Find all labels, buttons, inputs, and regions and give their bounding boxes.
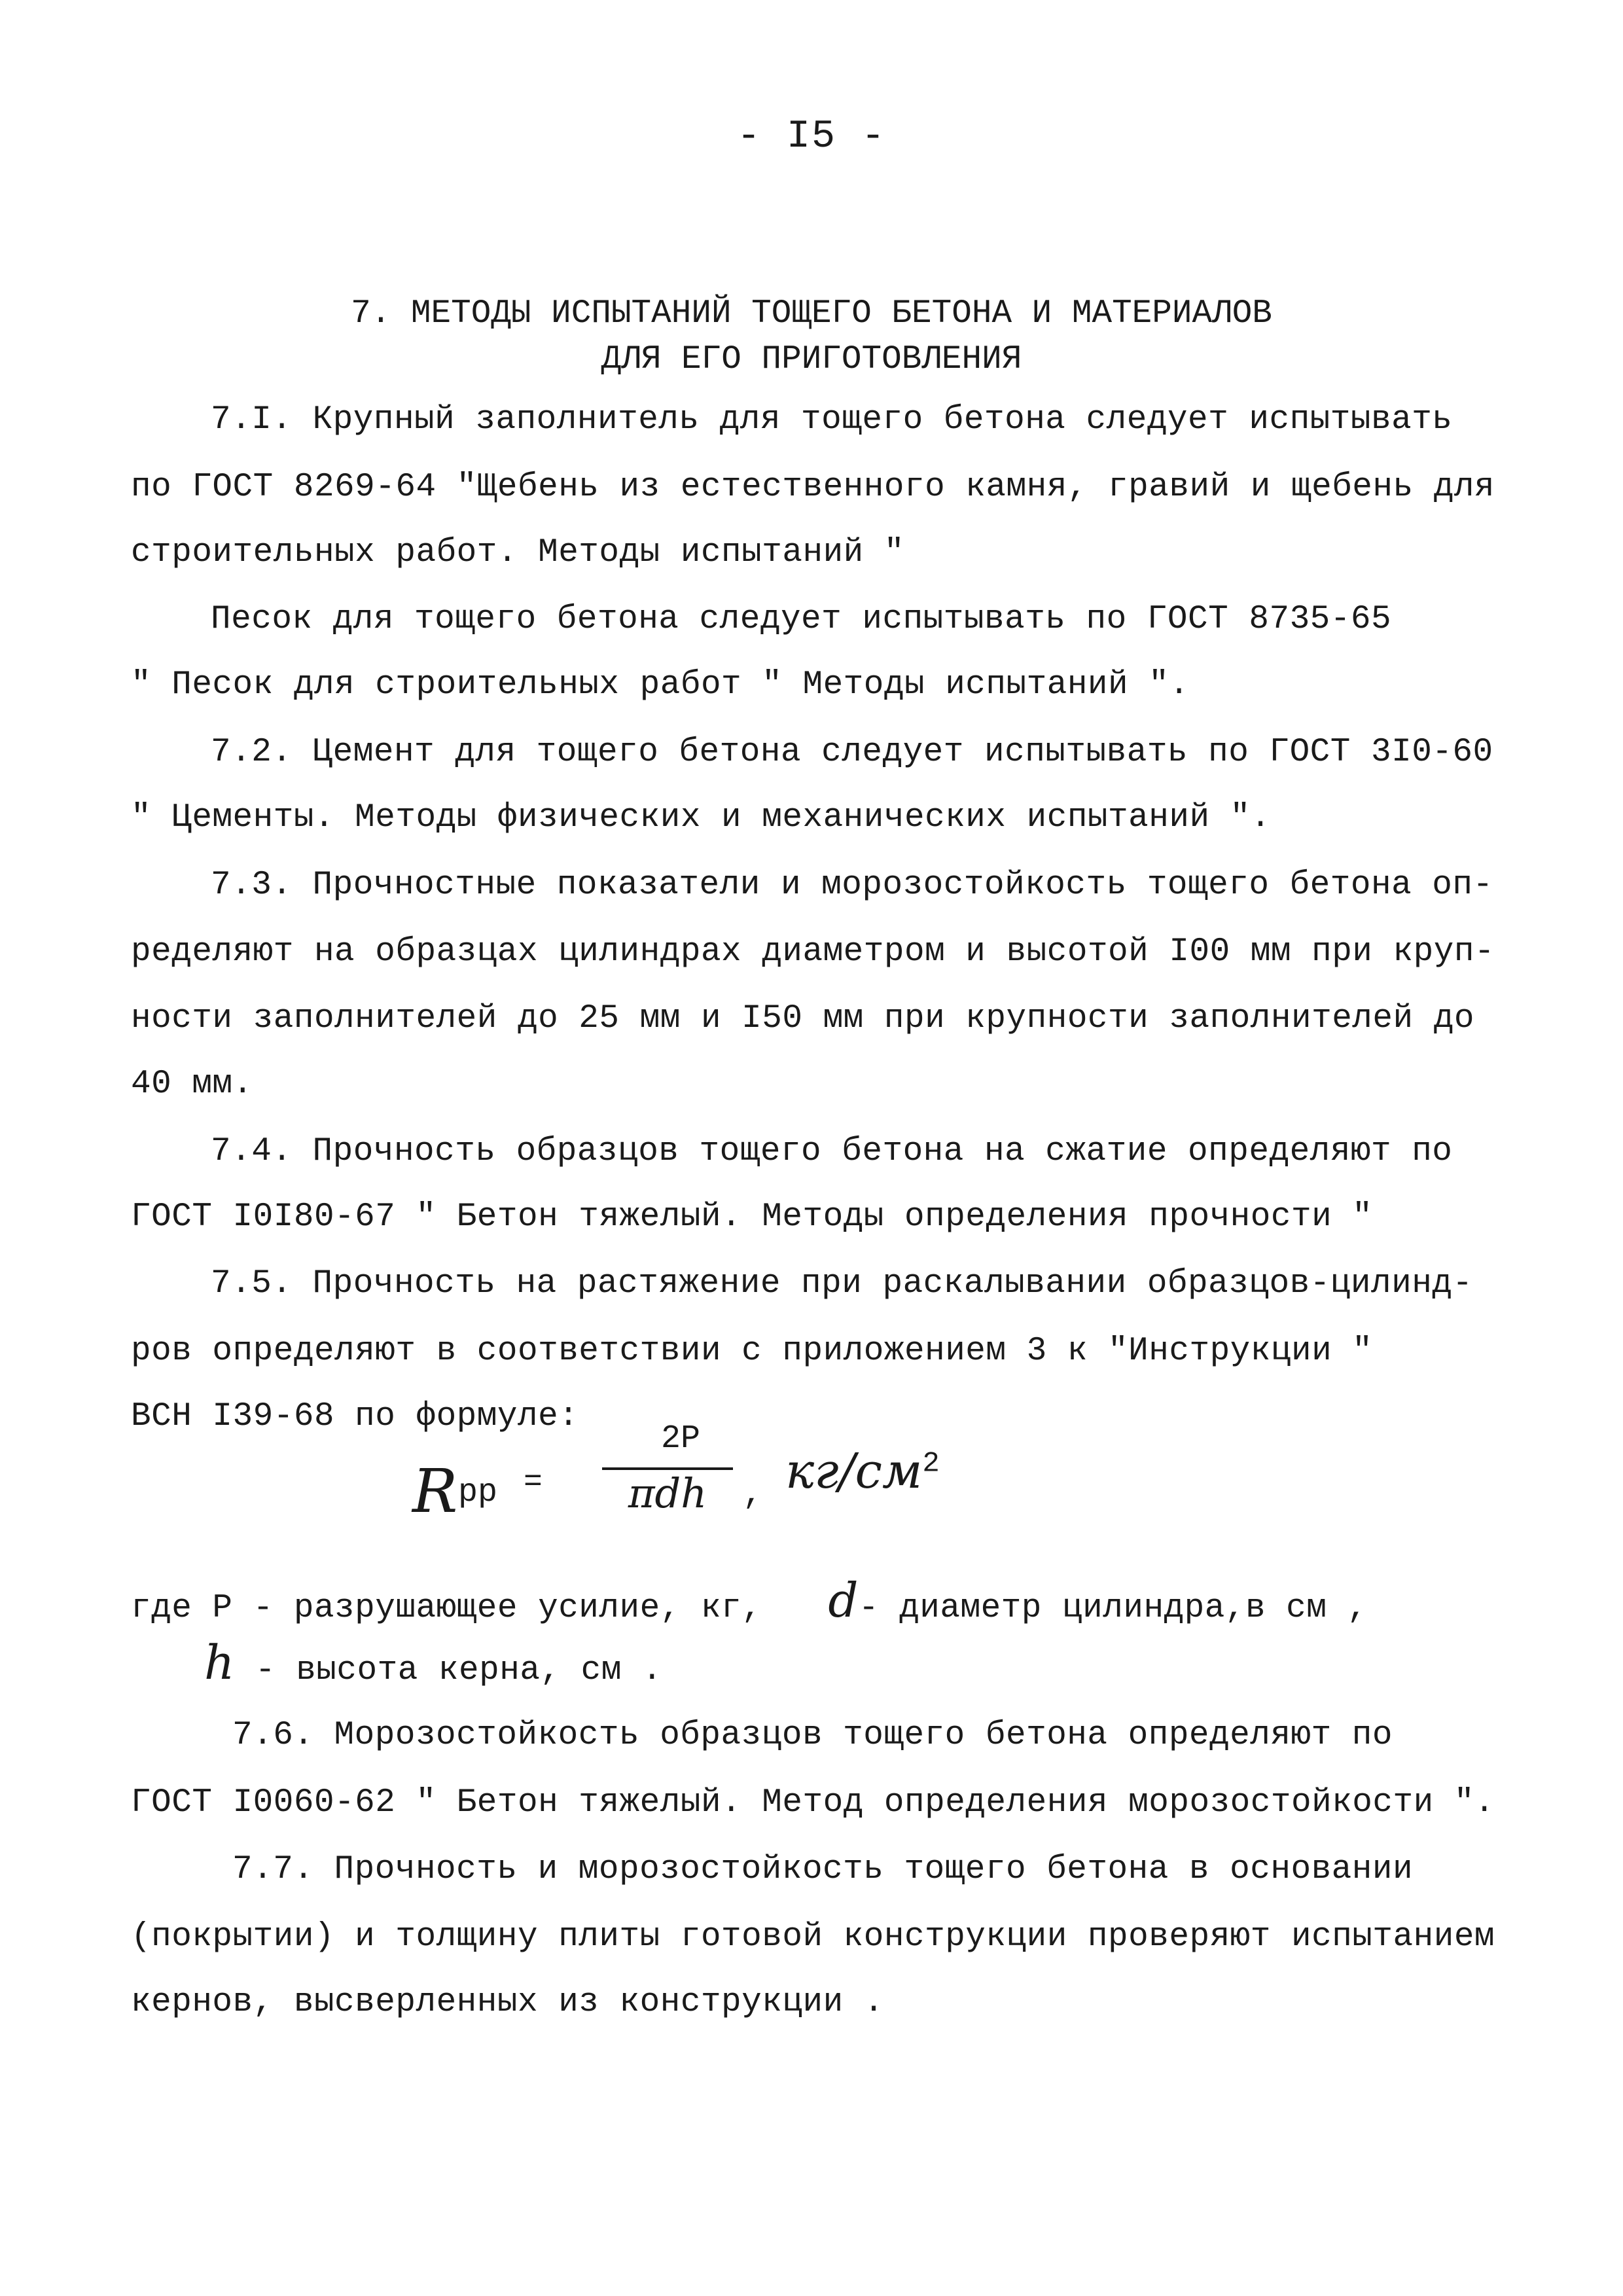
p72-line1: 7.2. Цемент для тощего бетона следует испытывать по ГОСТ 3I0-60 bbox=[211, 734, 1493, 771]
formula-equals: = bbox=[524, 1465, 543, 1500]
section-title-line1: 7. МЕТОДЫ ИСПЫТАНИЙ ТОЩЕГО БЕТОНА И МАТЕРИАЛОВ bbox=[351, 295, 1272, 332]
p76-line2: ГОСТ I0060-62 " Бетон тяжелый. Метод определения морозостойкости ". bbox=[131, 1784, 1495, 1821]
formula-unit bbox=[785, 1443, 940, 1499]
p71-line3: строительных работ. Методы испытаний " bbox=[131, 534, 904, 571]
where-line2 bbox=[204, 1635, 663, 1691]
where-line1-b: - диаметр цилиндра,в см , bbox=[858, 1590, 1368, 1627]
formula-unit-power: 2 bbox=[922, 1447, 940, 1480]
where-line1-a: где P - разрушающее усилие, кг, bbox=[131, 1590, 762, 1627]
p75-line2: ров определяют в соответствии с приложением 3 к "Инструкции " bbox=[131, 1333, 1373, 1370]
p75-line1: 7.5. Прочность на растяжение при раскалывании образцов-цилинд- bbox=[211, 1265, 1473, 1302]
p77-line2: (покрытии) и толщину плиты готовой конструкции проверяют испытанием bbox=[131, 1918, 1495, 1956]
formula-denominator: πdh bbox=[628, 1469, 707, 1517]
where-d-symbol: d bbox=[828, 1573, 859, 1628]
formula-lhs-symbol: R bbox=[412, 1456, 458, 1526]
page-number: - I5 - bbox=[736, 115, 887, 159]
splitting-strength-formula bbox=[406, 1420, 995, 1532]
section-title-line2: ДЛЯ ЕГО ПРИГОТОВЛЕНИЯ bbox=[601, 341, 1022, 378]
formula-lhs-subscript: рр bbox=[458, 1474, 498, 1511]
where-h-symbol: h bbox=[204, 1635, 235, 1690]
p74-line2: ГОСТ I0I80-67 " Бетон тяжелый. Методы определения прочности " bbox=[131, 1198, 1373, 1236]
p77-line1: 7.7. Прочность и морозостойкость тощего бетона в основании bbox=[232, 1851, 1414, 1888]
p71-line2: по ГОСТ 8269-64 "Щебень из естественного камня, гравий и щебень для bbox=[131, 469, 1495, 506]
p71b-line1: Песок для тощего бетона следует испытывать по ГОСТ 8735-65 bbox=[211, 601, 1392, 638]
p77-line3: кернов, высверленных из конструкции . bbox=[131, 1984, 884, 2021]
p73-line2: ределяют на образцах цилиндрах диаметром и высотой I00 мм при круп- bbox=[131, 933, 1495, 971]
p73-line4: 40 мм. bbox=[131, 1066, 253, 1103]
p73-line3: ности заполнителей до 25 мм и I50 мм при крупности заполнителей до bbox=[131, 1000, 1474, 1037]
where-line1 bbox=[131, 1573, 1368, 1628]
formula-numerator: 2P bbox=[660, 1420, 700, 1458]
p71b-line2: " Песок для строительных работ " Методы испытаний ". bbox=[131, 666, 1190, 704]
p76-line1: 7.6. Морозостойкость образцов тощего бетона определяют по bbox=[232, 1717, 1393, 1754]
formula-comma: , bbox=[743, 1476, 763, 1513]
p74-line1: 7.4. Прочность образцов тощего бетона на сжатие определяют по bbox=[211, 1133, 1453, 1170]
p72-line2: " Цементы. Методы физических и механических испытаний ". bbox=[131, 799, 1271, 836]
p71-line1: 7.I. Крупный заполнитель для тощего бетона следует испытывать bbox=[211, 401, 1453, 439]
where-line2-b: - высота керна, см . bbox=[255, 1652, 663, 1689]
p73-line1: 7.3. Прочностные показатели и морозостойкость тощего бетона оп- bbox=[211, 867, 1493, 904]
formula-unit-text: кг/см bbox=[785, 1443, 923, 1499]
p75-line3: ВСН I39-68 по формуле: bbox=[131, 1398, 579, 1435]
